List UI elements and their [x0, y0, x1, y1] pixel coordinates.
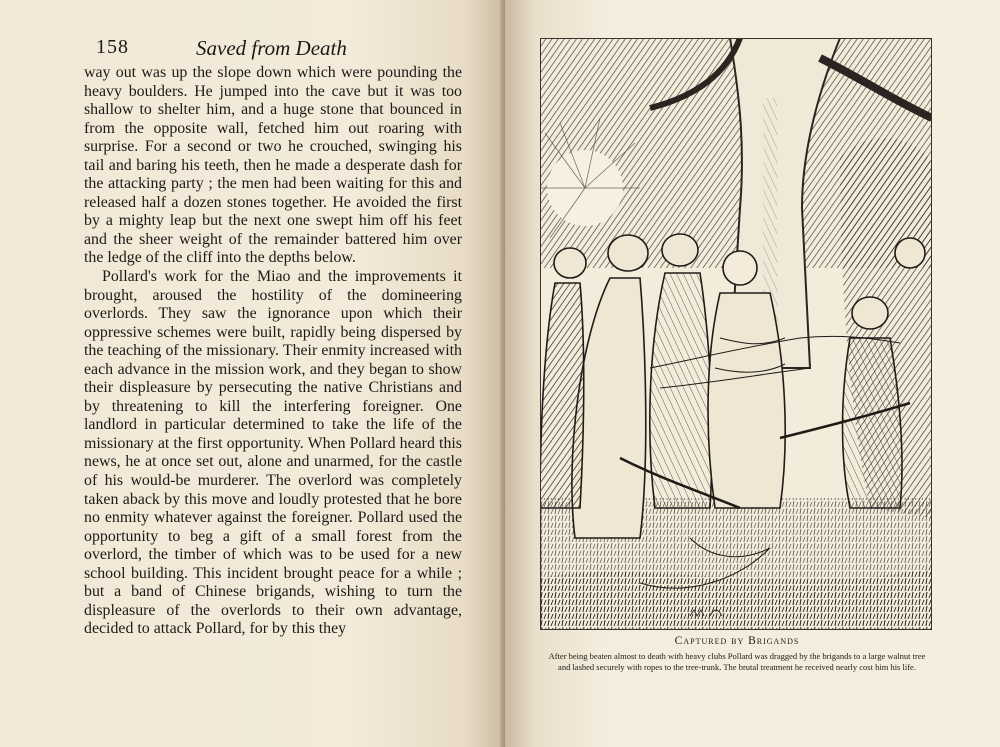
caption-title: Captured by Brigands — [674, 635, 800, 647]
page-number: 158 — [96, 36, 129, 58]
body-text — [84, 64, 462, 639]
paragraph: way out was up the slope down which were pounding the heavy boulders. He jumped into the cave but it was too shallow to shelter him, and a huge stone that bounced in from the opposite wall, fetched him out roaring with surprise. For a second or two he crouched, swinging his tail and baring his teeth, then he made a desperate dash for the attacking party ; the men had been waiting for this and released half a dozen stones together. He avoided the first by a mighty leap but the next one swept him off his feet and the sheer weight of the remainder battered him over the ledge of the cliff into the depths below. — [84, 64, 462, 267]
illustration-plate — [540, 38, 932, 630]
brigands-illustration — [540, 38, 932, 630]
caption-text: After being beaten almost to death with heavy clubs Pollard was dragged by the brigands to a large walnut tree and lashed securely with ropes to the tree-trunk. The brutal treatment he received nearly cost him his life. — [548, 651, 926, 672]
running-head: Saved from Death — [196, 36, 347, 60]
illustration-caption — [546, 634, 928, 672]
page-header — [96, 36, 476, 64]
paragraph: Pollard's work for the Miao and the improvements it brought, aroused the hostility of the domineering overlords. They saw the ignorance upon which their oppressive schemes were built, rapidly being dispersed by the teaching of the missionary. Their enmity increased with each advance in the mission work, and they began to show their displeasure by persecuting the native Christians and by threatening to kill the interfering foreigner. One landlord in particular determined to take the life of the missionary at the first opportunity. When Pollard heard this news, he at once set out, alone and unarmed, for the castle of his would-be murderer. The overlord was completely taken aback by this move and loudly protested that he bore no enmity whatever against the foreigner. Pollard used the opportunity to beg a gift of a small forest from the overlord, the timber of which was to be used for a new school building. This incident brought peace for a while ; but a band of Chinese brigands, wishing to turn the displeasure of the overlords to their own advantage, decided to attack Pollard, for by this they — [84, 268, 462, 638]
